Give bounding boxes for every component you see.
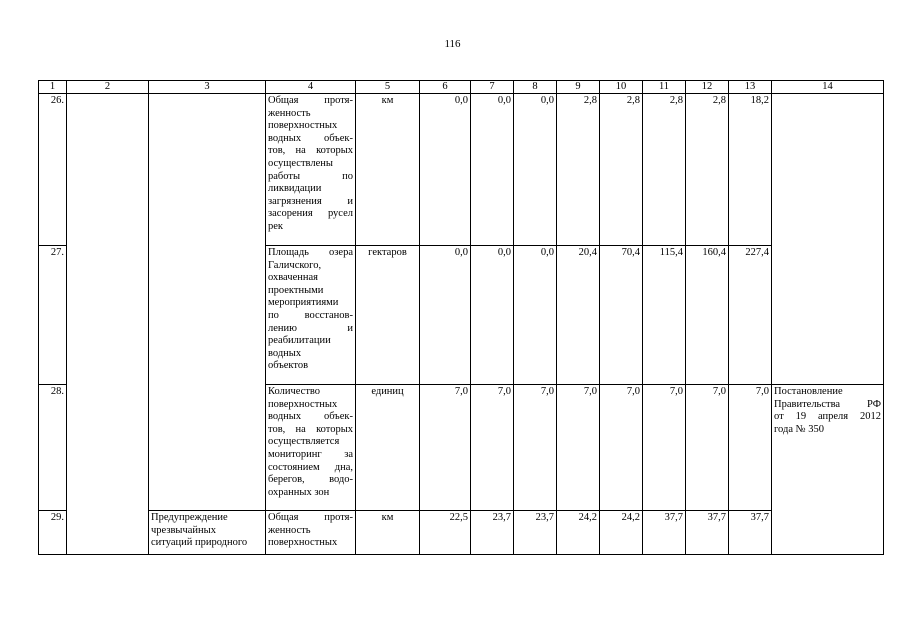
- indicator-line: мониторинг за: [268, 448, 353, 460]
- value-cell: 18,2: [729, 94, 772, 246]
- value-cell: 7,0: [600, 385, 643, 511]
- row-number: 27.: [39, 246, 67, 385]
- header-cell: 11: [643, 81, 686, 94]
- value-cell: 7,0: [686, 385, 729, 511]
- indicator-line: осуществляется: [268, 436, 340, 448]
- indicator-line: тов, на которых: [268, 423, 353, 435]
- value-cell: 24,2: [557, 511, 600, 555]
- column-3-cell: [149, 511, 266, 555]
- note-line: года № 350: [774, 423, 825, 435]
- value-cell: 2,8: [643, 94, 686, 246]
- column-2-cell: [67, 94, 149, 555]
- header-cell: 13: [729, 81, 772, 94]
- indicator-cell: [266, 385, 356, 511]
- indicator-cell: [266, 246, 356, 385]
- indicator-line: состоянием дна,: [268, 461, 353, 473]
- indicator-line: Количество: [268, 386, 321, 397]
- header-cell: 5: [356, 81, 420, 94]
- indicator-line: ликвидации: [268, 183, 322, 195]
- indicator-line: осуществлены: [268, 157, 333, 169]
- unit-cell: единиц: [356, 385, 420, 511]
- indicator-line: мероприятиями: [268, 297, 339, 309]
- indicator-line: Общая протя-: [268, 512, 353, 523]
- value-cell: 7,0: [643, 385, 686, 511]
- indicator-line: водных объек-: [268, 411, 353, 423]
- header-cell: 12: [686, 81, 729, 94]
- row-number: 26.: [39, 94, 67, 246]
- section-line: Предупреждение: [151, 512, 228, 523]
- note-cell: [772, 94, 884, 385]
- indicator-line: берегов, водо-: [268, 474, 353, 486]
- indicator-line: тов, на которых: [268, 145, 353, 157]
- section-line: ситуаций природного: [151, 537, 248, 549]
- indicator-line: женность: [268, 107, 311, 119]
- column-3-cell: [149, 94, 266, 511]
- indicator-line: работы по: [268, 170, 353, 182]
- indicator-line: рек: [268, 220, 284, 232]
- value-cell: 0,0: [420, 246, 471, 385]
- value-cell: 0,0: [471, 246, 514, 385]
- indicator-line: водных: [268, 347, 302, 359]
- indicator-line: объектов: [268, 360, 309, 372]
- header-cell: 1: [39, 81, 67, 94]
- value-cell: 23,7: [471, 511, 514, 555]
- indicator-line: поверхностных: [268, 398, 338, 410]
- header-row: [39, 81, 884, 94]
- indicator-line: водных объек-: [268, 132, 353, 144]
- value-cell: 2,8: [557, 94, 600, 246]
- header-cell: 9: [557, 81, 600, 94]
- note-line: Постановление: [774, 386, 843, 397]
- header-cell: 8: [514, 81, 557, 94]
- header-cell: 7: [471, 81, 514, 94]
- indicator-line: Площадь озера: [268, 247, 353, 258]
- table-row: [39, 511, 884, 555]
- indicator-line: по восстанов-: [268, 309, 353, 321]
- indicator-line: загрязнения и: [268, 195, 353, 207]
- indicator-line: поверхностных: [268, 537, 338, 549]
- value-cell: 160,4: [686, 246, 729, 385]
- value-cell: 37,7: [729, 511, 772, 555]
- page-number: 116: [444, 38, 461, 50]
- row-number: 29.: [39, 511, 67, 555]
- value-cell: 7,0: [729, 385, 772, 511]
- value-cell: 0,0: [420, 94, 471, 246]
- note-line: от 19 апреля 2012: [774, 411, 881, 423]
- value-cell: 115,4: [643, 246, 686, 385]
- value-cell: 7,0: [471, 385, 514, 511]
- indicator-line: Общая протя-: [268, 95, 353, 106]
- indicator-cell: [266, 94, 356, 246]
- value-cell: 7,0: [420, 385, 471, 511]
- header-cell: 6: [420, 81, 471, 94]
- header-cell: 10: [600, 81, 643, 94]
- indicator-line: реабилитации: [268, 335, 331, 347]
- value-cell: 23,7: [514, 511, 557, 555]
- indicator-line: женность: [268, 524, 311, 536]
- value-cell: 2,8: [600, 94, 643, 246]
- value-cell: 0,0: [514, 246, 557, 385]
- indicator-line: Галичского,: [268, 259, 322, 271]
- value-cell: 0,0: [514, 94, 557, 246]
- indicator-line: поверхностных: [268, 120, 338, 132]
- unit-cell: км: [356, 94, 420, 246]
- row-number: 28.: [39, 385, 67, 511]
- section-line: чрезвычайных: [151, 524, 216, 536]
- value-cell: 227,4: [729, 246, 772, 385]
- header-cell: 3: [149, 81, 266, 94]
- value-cell: 0,0: [471, 94, 514, 246]
- value-cell: 7,0: [514, 385, 557, 511]
- indicator-line: охваченная: [268, 272, 318, 284]
- value-cell: 37,7: [686, 511, 729, 555]
- header-cell: 2: [67, 81, 149, 94]
- value-cell: 2,8: [686, 94, 729, 246]
- program-indicators-table: [38, 80, 884, 555]
- note-cell: [772, 385, 884, 555]
- unit-cell: км: [356, 511, 420, 555]
- indicator-line: охранных зон: [268, 486, 330, 498]
- indicator-line: лению и: [268, 322, 353, 334]
- indicator-line: проектными: [268, 284, 324, 296]
- note-line: Правительства РФ: [774, 398, 881, 410]
- value-cell: 20,4: [557, 246, 600, 385]
- value-cell: 24,2: [600, 511, 643, 555]
- value-cell: 22,5: [420, 511, 471, 555]
- value-cell: 7,0: [557, 385, 600, 511]
- indicator-line: засорения русел: [268, 208, 353, 220]
- header-cell: 14: [772, 81, 884, 94]
- value-cell: 70,4: [600, 246, 643, 385]
- value-cell: 37,7: [643, 511, 686, 555]
- unit-cell: гектаров: [356, 246, 420, 385]
- table-row: [39, 94, 884, 246]
- indicator-cell: [266, 511, 356, 555]
- header-cell: 4: [266, 81, 356, 94]
